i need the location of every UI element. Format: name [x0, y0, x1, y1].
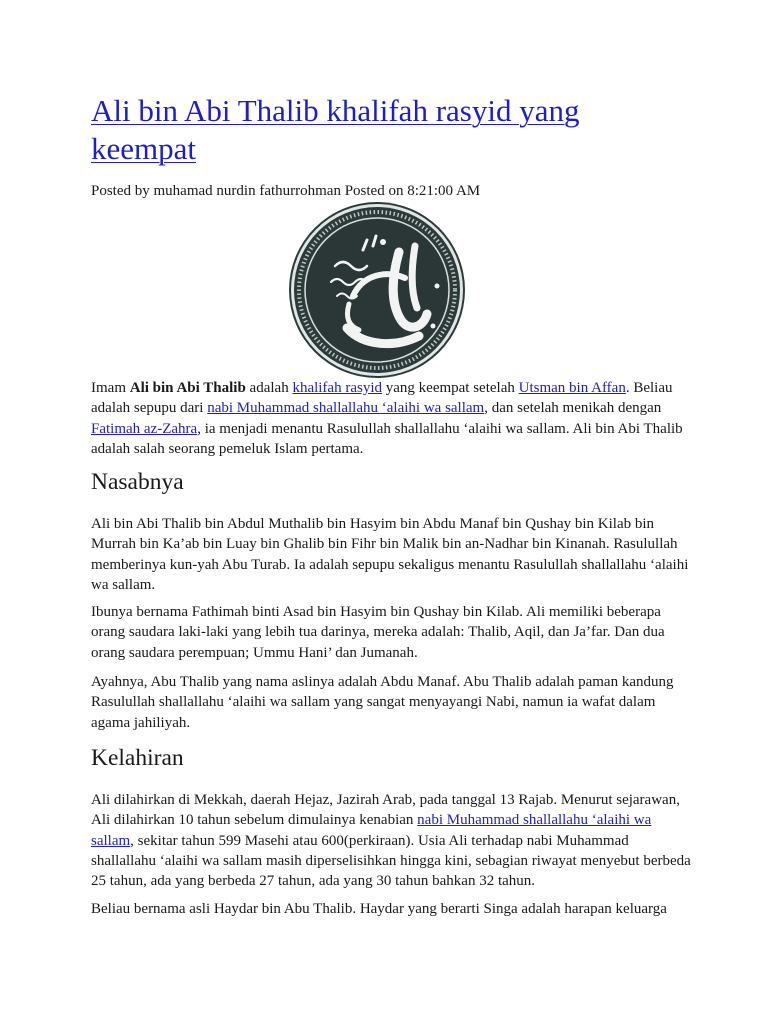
- post-title: [91, 92, 691, 168]
- intro-text: , dan setelah menikah dengan: [484, 400, 662, 417]
- intro-paragraph: [91, 378, 691, 459]
- ali-calligraphy-emblem-icon: [287, 200, 467, 380]
- utsman-bin-affan-link[interactable]: Utsman bin Affan: [518, 380, 626, 396]
- intro-text: Imam: [91, 380, 130, 396]
- nasab-paragraph-2: Ibunya bernama Fathimah binti Asad bin Hasyim bin Qushay bin Kilab. Ali memiliki beberapa orang saudara laki-laki yang lebih tua darinya, mereka adalah: Thalib, Aqil, dan Ja’far. Dan dua orang saudara perempuan; Ummu Hani’ dan Jumanah.: [91, 604, 665, 661]
- kelahiran-text: , sekitar tahun 599 Masehi atau 600(perkiraan). Usia Ali terhadap nabi Muhammad shallallahu ‘alaihi wa sallam masih diperselisihkan hingga kini, sebagian riwayat menyebut berbeda 25 tahun, ada yang berbeda 27 tahun, ada yang 30 tahun bahkan 32 tahun.: [91, 832, 691, 890]
- kelahiran-paragraph-1: [91, 790, 691, 891]
- nabi-muhammad-link-2[interactable]: nabi Muhammad shallallahu ‘alaihi wa sallam: [91, 812, 652, 849]
- kelahiran-paragraph-2: Beliau bernama asli Haydar bin Abu Thalib. Haydar yang berarti Singa adalah harapan keluarga: [91, 901, 667, 917]
- nasab-paragraph-3: Ayahnya, Abu Thalib yang nama aslinya adalah Abdu Manaf. Abu Thalib adalah paman kandung Rasulullah shallallahu ‘alaihi wa sallam yang sangat menyayangi Nabi, namun ia wafat dalam agama jahiliyah.: [91, 674, 674, 731]
- fatimah-az-zahra-link[interactable]: Fatimah az-Zahra: [91, 420, 198, 437]
- intro-bold-name: Ali bin Abi Thalib: [129, 380, 246, 396]
- post-meta: Posted by muhamad nurdin fathurrohman Posted on 8:21:00 AM: [91, 183, 481, 199]
- nasab-paragraph-1: Ali bin Abi Thalib bin Abdul Muthalib bin Hasyim bin Abdu Manaf bin Qushay bin Kilab bin Murrah bin Ka’ab bin Luay bin Ghalib bin Fihr bin Malik bin an-Nadhar bin Kinanah. Rasulullah memberinya kun-yah Abu Turab. Ia adalah sepupu sekaligus menantu Rasulullah shallallahu ‘alaihi wa sallam.: [91, 516, 689, 593]
- nabi-muhammad-link[interactable]: nabi Muhammad shallallahu ‘alaihi wa sallam: [207, 400, 485, 417]
- post-title-link[interactable]: Ali bin Abi Thalib khalifah rasyid yang keempat: [91, 93, 580, 166]
- intro-text: adalah: [245, 380, 293, 396]
- intro-text: , ia menjadi menantu Rasulullah shallallahu ‘alaihi wa sallam. Ali bin Abi Thalib adalah salah seorang pemeluk Islam pertama.: [91, 420, 683, 457]
- intro-text: yang keempat setelah: [382, 380, 519, 396]
- nasab-heading: Nasabnya: [91, 469, 184, 495]
- intro-text: . Beliau adalah sepupu dari: [91, 380, 673, 417]
- kelahiran-heading: Kelahiran: [91, 745, 184, 771]
- kelahiran-text: Ali dilahirkan di Mekkah, daerah Hejaz, Jazirah Arab, pada tanggal 13 Rajab. Menurut sejarawan, Ali dilahirkan 10 tahun sebelum dimulainya kenabian: [91, 792, 680, 829]
- khalifah-rasyid-link[interactable]: khalifah rasyid: [292, 380, 382, 396]
